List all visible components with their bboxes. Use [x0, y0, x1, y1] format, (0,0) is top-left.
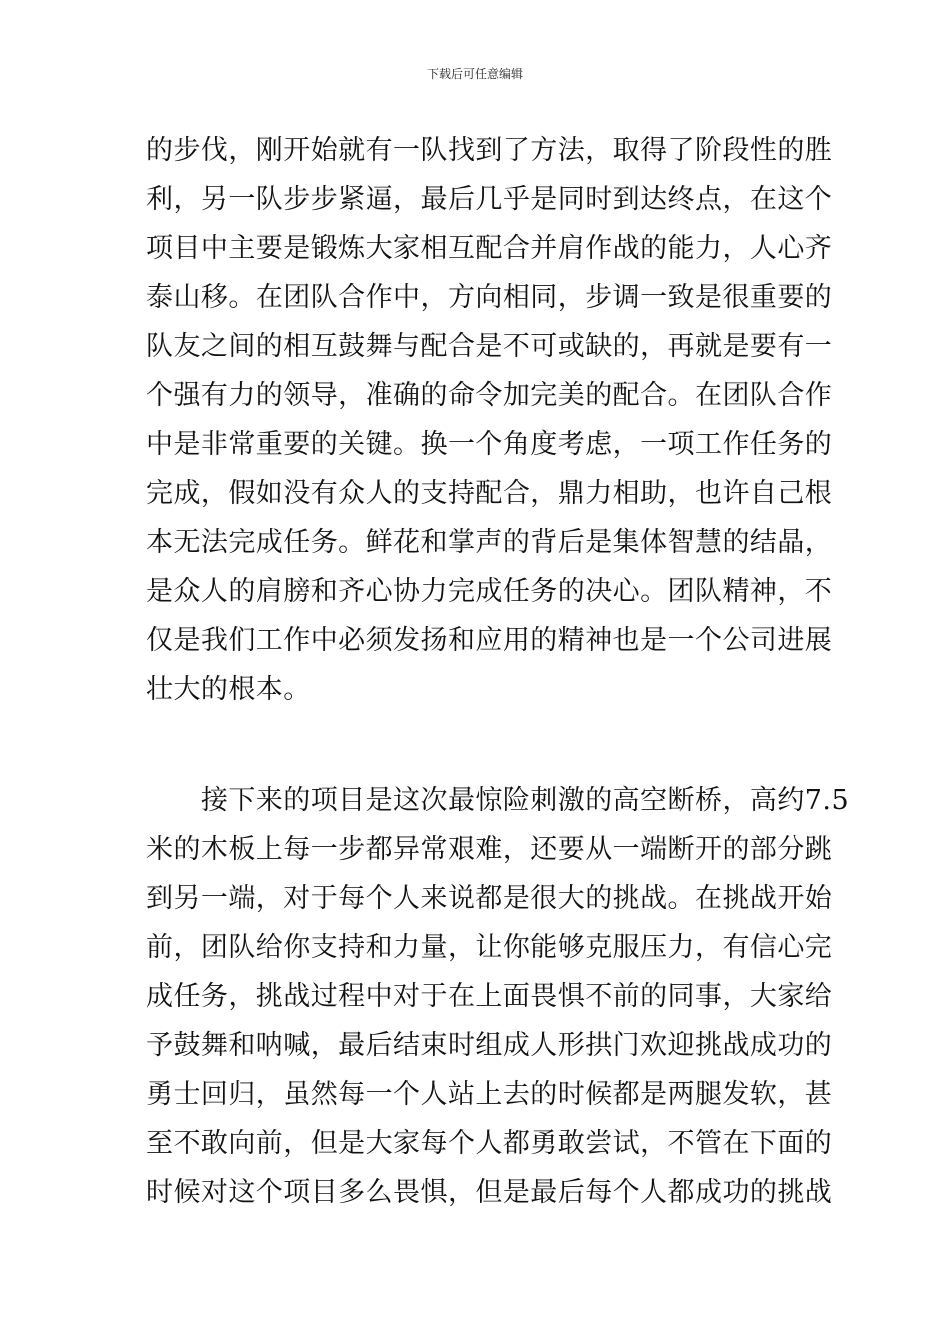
text-line: 完成，假如没有众人的支持配合，鼎力相助，也许自己根: [146, 478, 833, 509]
text-line: 至不敢向前，但是大家每个人都勇敢尝试，不管在下面的: [146, 1128, 833, 1159]
text-line: 泰山移。在团队合作中，方向相同，步调一致是很重要的: [146, 282, 833, 313]
text-line: 勇士回归，虽然每一个人站上去的时候都是两腿发软，甚: [146, 1079, 833, 1110]
text-line: 接下来的项目是这次最惊险刺激的高空断桥，高约7.5: [146, 785, 850, 816]
text-line: 壮大的根本。: [146, 674, 311, 705]
text-line: 仅是我们工作中必须发扬和应用的精神也是一个公司进展: [146, 625, 833, 656]
text-line: 是众人的肩膀和齐心协力完成任务的决心。团队精神，不: [146, 576, 833, 607]
text-line: 前，团队给你支持和力量，让你能够克服压力，有信心完: [146, 932, 833, 963]
text-line: 的步伐，刚开始就有一队找到了方法，取得了阶段性的胜: [146, 135, 833, 166]
page-header: 下载后可任意编辑: [426, 67, 523, 81]
text-line: 本无法完成任务。鲜花和掌声的背后是集体智慧的结晶，: [146, 527, 833, 558]
text-line: 米的木板上每一步都异常艰难，还要从一端断开的部分跳: [146, 834, 833, 865]
text-line: 队友之间的相互鼓舞与配合是不可或缺的，再就是要有一: [146, 331, 833, 362]
text-line: 成任务，挑战过程中对于在上面畏惧不前的同事，大家给: [146, 981, 833, 1012]
text-line: 到另一端，对于每个人来说都是很大的挑战。在挑战开始: [146, 883, 833, 914]
text-line: 中是非常重要的关键。换一个角度考虑，一项工作任务的: [146, 429, 833, 460]
text-line: 项目中主要是锻炼大家相互配合并肩作战的能力，人心齐: [146, 233, 833, 264]
text-line: 予鼓舞和呐喊，最后结束时组成人形拱门欢迎挑战成功的: [146, 1030, 833, 1061]
text-line: 时候对这个项目多么畏惧，但是最后每个人都成功的挑战: [146, 1177, 833, 1208]
text-line: 利，另一队步步紧逼，最后几乎是同时到达终点，在这个: [146, 184, 833, 215]
paragraph: [146, 126, 832, 714]
paragraph: [146, 776, 849, 1217]
text-line: 个强有力的领导，准确的命令加完美的配合。在团队合作: [146, 380, 833, 411]
